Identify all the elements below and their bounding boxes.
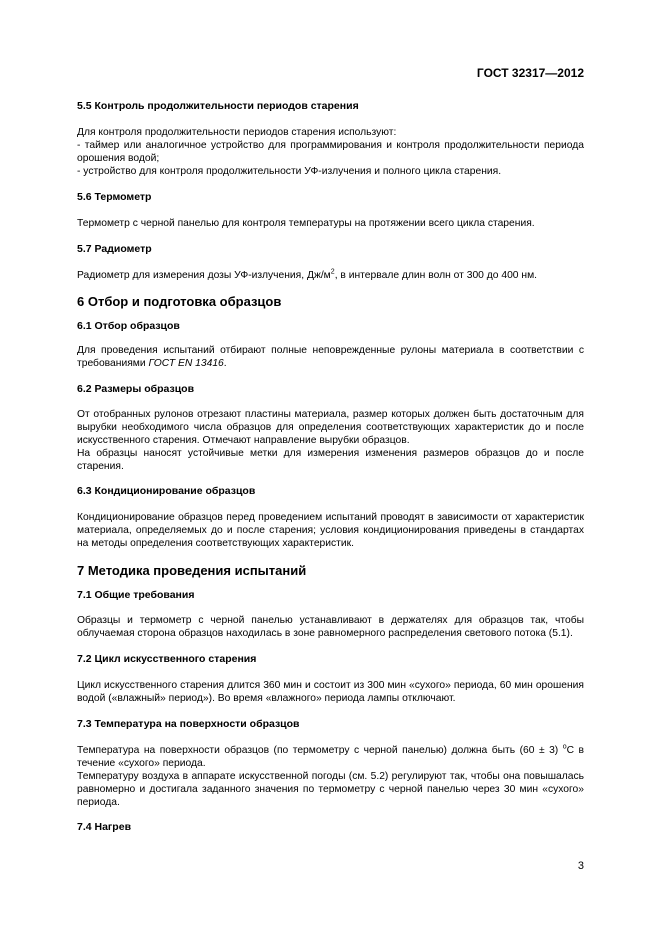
section-5-5-text-1: Для контроля продолжительности периодов старения используют: [77, 127, 397, 138]
section-6-2-title: 6.2 Размеры образцов [77, 383, 195, 395]
section-5-5-text-3: - устройство для контроля продолжительности УФ-излучения и полного цикла старения. [77, 166, 502, 177]
section-7-2-text-1: Цикл искусственного старения длится 360 мин и состоит из 300 мин «сухого» периода, 60 мин орошения водой («влажный» период»). Во время «влажного» периода лампы отключают. [77, 680, 584, 704]
section-5-7-text-1: Радиометр для измерения дозы УФ-излучения, $Дж/м^2$, в интервале длин волн от 300 до 400 нм. [77, 268, 538, 281]
section-7-1-text-1: Образцы и термометр с черной панелью устанавливают в держателях для образцов так, чтобы облучаемая сторона образцов находилась в зоне равномерного распределения светового потока (5.1). [77, 615, 584, 639]
section-7-4-title: 7.4 Нагрев [77, 821, 132, 833]
document-code-header: ГОСТ 32317—2012 [476, 66, 584, 80]
section-5-5-title: 5.5 Контроль продолжительности периодов старения [77, 100, 359, 112]
section-7-3-text-2: Температуру воздуха в аппарате искусственной погоды (см. 5.2) регулируют так, чтобы она повышалась равномерно и достигала заданного значения по термометру с черной панелью через 30 мин «сухого» периода. [77, 771, 584, 808]
section-7-title: 7 Методика проведения испытаний [77, 563, 307, 578]
section-6-2-text-2: На образцы наносят устойчивые метки для измерения изменения размеров образцов до и после старения. [77, 448, 584, 472]
section-6-3-title: 6.3 Кондиционирование образцов [77, 485, 256, 497]
section-6-1-text-1: Для проведения испытаний отбирают полные неповрежденные рулоны материала в соответствии с требованиями ГОСТ EN 13416. [77, 345, 584, 369]
degree-superscript: о [562, 743, 567, 751]
section-6-3-text-1: Кондиционирование образцов перед проведением испытаний проводят в зависимости от характеристик материала, определяемых до и после старения; условия кондиционирования приведены в стандартах на методы определения соответствующих характеристик. [77, 512, 584, 549]
superscript: 2 [330, 268, 335, 276]
section-6-2-text-1: От отобранных рулонов отрезают пластины материала, размер которых должен быть достаточным для вырубки необходимого числа образцов для определения соответствующих характеристик до и после искусственного старения. Отмечают направление вырубки образцов. [77, 409, 584, 446]
section-5-7-title: 5.7 Радиометр [77, 243, 152, 255]
section-6-title: 6 Отбор и подготовка образцов [77, 294, 282, 309]
page-content [77, 100, 584, 834]
section-7-3-title: 7.3 Температура на поверхности образцов [77, 718, 300, 730]
section-6-1-title: 6.1 Отбор образцов [77, 320, 180, 332]
section-5-6-title: 5.6 Термометр [77, 191, 152, 203]
section-5-5-text-2: - таймер или аналогичное устройство для программирования и контроля продолжительности периода орошения водой; [77, 140, 584, 164]
section-7-3-text-1: Температура на поверхности образцов (по термометру с черной панелью) должна быть (60 ± 3) $^о$С в течение «сухого» периода. [77, 743, 584, 769]
page-number: 3 [577, 860, 584, 872]
section-5-6-text-1: Термометр с черной панелью для контроля температуры на протяжении всего цикла старения. [77, 218, 535, 229]
standard-reference: ГОСТ EN 13416 [148, 358, 224, 369]
section-7-1-title: 7.1 Общие требования [77, 589, 195, 601]
section-7-2-title: 7.2 Цикл искусственного старения [77, 653, 257, 665]
